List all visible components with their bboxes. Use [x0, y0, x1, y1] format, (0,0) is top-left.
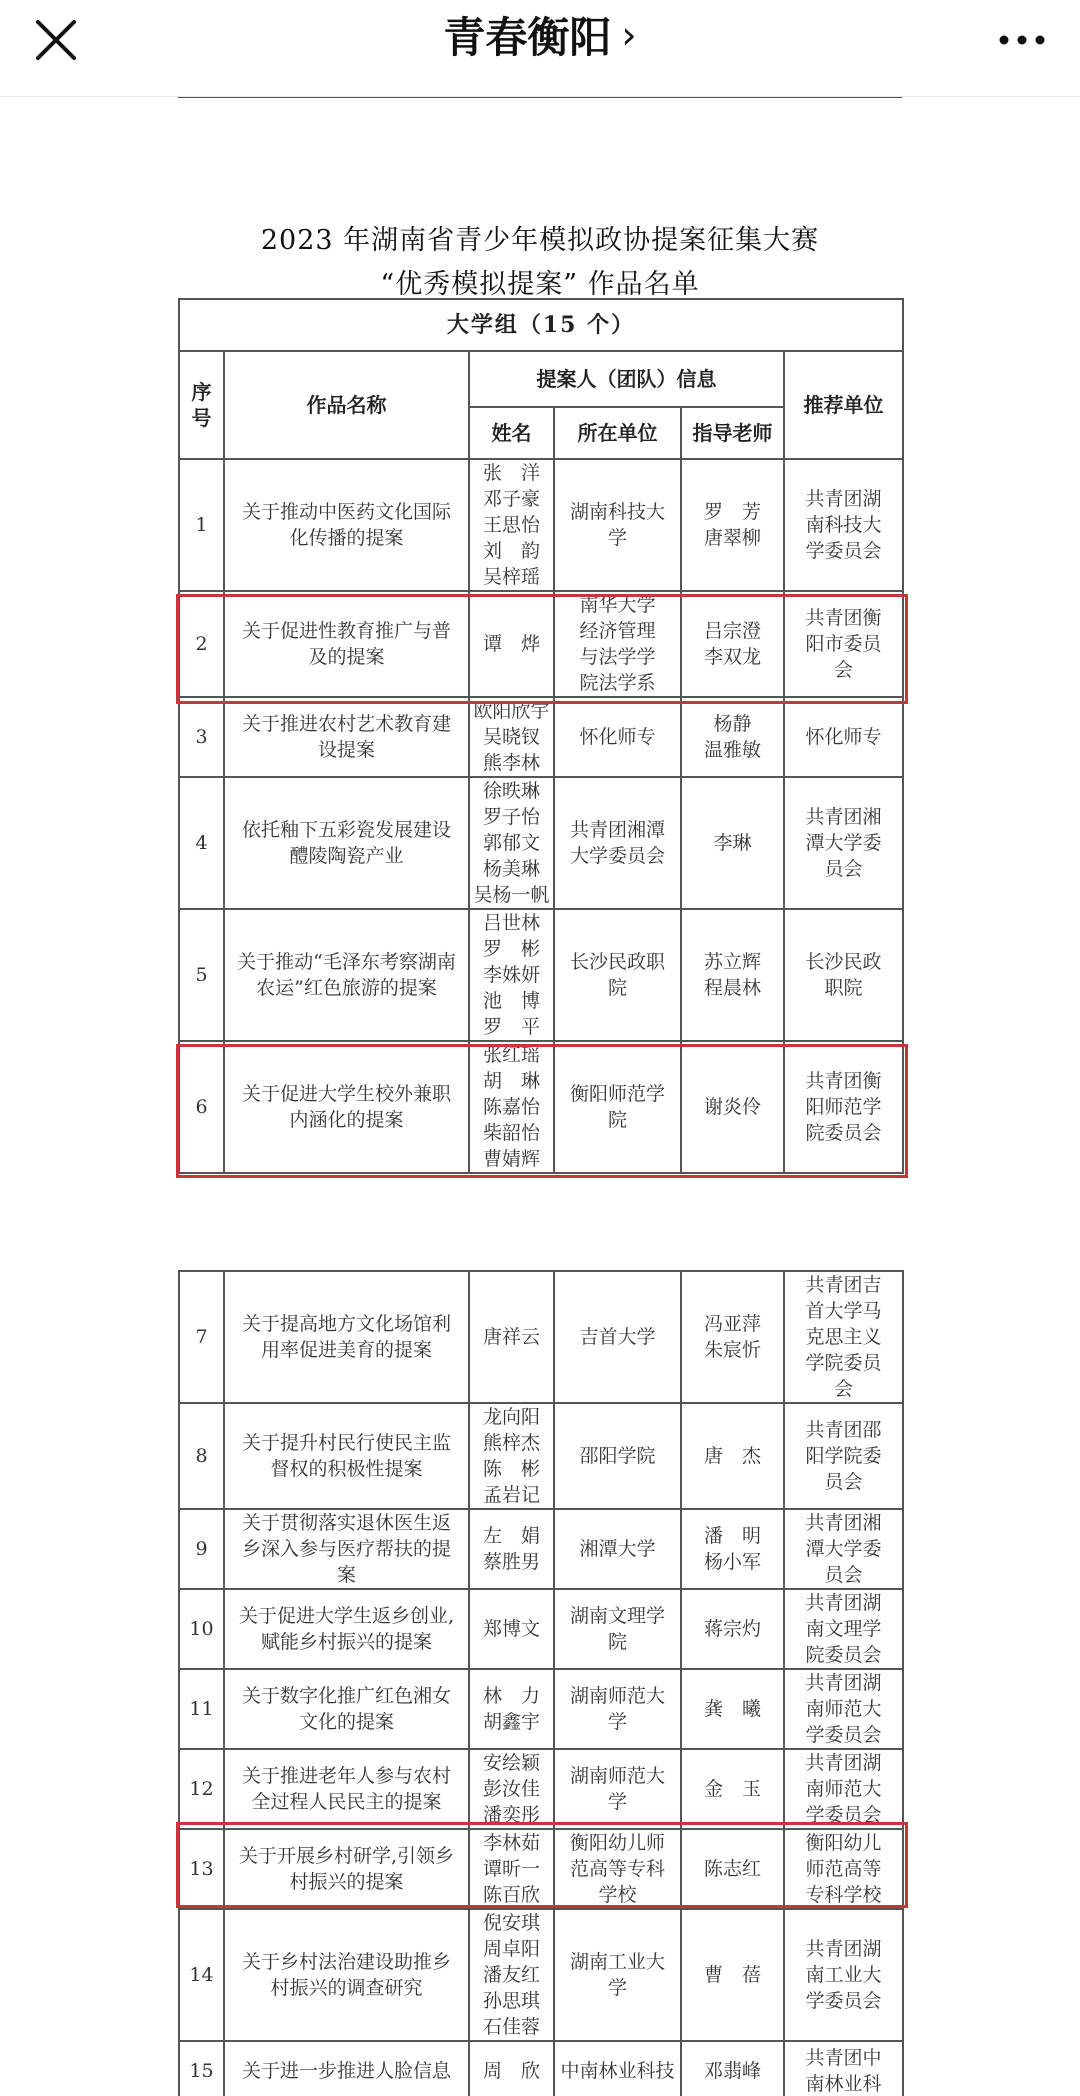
- header-team-info: 提案人（团队）信息: [469, 351, 784, 407]
- header-work-name: 作品名称: [224, 351, 469, 459]
- cell-unit: 吉首大学: [554, 1271, 681, 1403]
- cell-work-name: 关于数字化推广红色湘女 文化的提案: [224, 1669, 469, 1749]
- cell-advisor: 蒋宗灼: [681, 1589, 784, 1669]
- table-row: [179, 1271, 903, 1403]
- nav-title[interactable]: [0, 0, 1080, 70]
- cell-advisor: 邓翡峰: [681, 2041, 784, 2096]
- cell-work-name: 关于推进老年人参与农村 全过程人民民主的提案: [224, 1749, 469, 1829]
- cell-unit: 湘潭大学: [554, 1509, 681, 1589]
- cell-members: 安绘颖 彭汝佳 潘奕彤: [469, 1749, 554, 1829]
- cell-advisor: 吕宗澄 李双龙: [681, 591, 784, 697]
- cell-members: 徐昳琳 罗子怡 郭郁文 杨美琳 吴杨一帆: [469, 777, 554, 909]
- cell-work-name: 依托釉下五彩瓷发展建设 醴陵陶瓷产业: [224, 777, 469, 909]
- cell-unit: 衡阳师范学 院: [554, 1041, 681, 1173]
- cell-members: 林 力 胡鑫宇: [469, 1669, 554, 1749]
- cell-serial: 5: [179, 909, 224, 1041]
- cell-serial: 10: [179, 1589, 224, 1669]
- cell-recommender: 怀化师专: [784, 697, 903, 777]
- cell-advisor: 罗 芳 唐翠柳: [681, 459, 784, 591]
- cell-recommender: 共青团衡 阳市委员 会: [784, 591, 903, 697]
- cell-members: 欧阳欣宇 吴晓钗 熊李林: [469, 697, 554, 777]
- chevron-right-icon: ›: [621, 13, 637, 57]
- cell-advisor: 潘 明 杨小军: [681, 1509, 784, 1589]
- cell-members: 左 娟 蔡胜男: [469, 1509, 554, 1589]
- cell-members: 周 欣: [469, 2041, 554, 2096]
- table-row: [179, 591, 903, 697]
- cell-unit: 共青团湘潭 大学委员会: [554, 777, 681, 909]
- cell-work-name: 关于提升村民行使民主监 督权的积极性提案: [224, 1403, 469, 1509]
- cell-recommender: 共青团吉 首大学马 克思主义 学院委员 会: [784, 1271, 903, 1403]
- cell-members: 倪安琪 周卓阳 潘友红 孙思琪 石佳蓉: [469, 1909, 554, 2041]
- cell-work-name: 关于推进农村艺术教育建 设提案: [224, 697, 469, 777]
- header-recommender: 推荐单位: [784, 351, 903, 459]
- cell-unit: 湖南师范大 学: [554, 1749, 681, 1829]
- cell-members: 吕世林 罗 彬 李姝妍 池 博 罗 平: [469, 909, 554, 1041]
- cell-unit: 邵阳学院: [554, 1403, 681, 1509]
- account-name[interactable]: 青春衡阳: [443, 13, 612, 62]
- cell-work-name: 关于促进大学生返乡创业, 赋能乡村振兴的提案: [224, 1589, 469, 1669]
- navbar: [0, 0, 1080, 97]
- cell-advisor: 谢炎伶: [681, 1041, 784, 1173]
- cell-members: 郑博文: [469, 1589, 554, 1669]
- cell-work-name: 关于进一步推进人脸信息: [224, 2041, 469, 2096]
- more-icon[interactable]: [992, 14, 1052, 66]
- nominee-table-part1: [178, 298, 904, 1174]
- cell-serial: 9: [179, 1509, 224, 1589]
- cell-advisor: 唐 杰: [681, 1403, 784, 1509]
- cell-serial: 2: [179, 591, 224, 697]
- cell-unit: 怀化师专: [554, 697, 681, 777]
- table-row: [179, 1403, 903, 1509]
- cell-unit: 长沙民政职 院: [554, 909, 681, 1041]
- cell-work-name: 关于贯彻落实退休医生返 乡深入参与医疗帮扶的提 案: [224, 1509, 469, 1589]
- nominee-table-part2: [178, 1270, 904, 2096]
- cell-advisor: 李琳: [681, 777, 784, 909]
- cell-recommender: 长沙民政 职院: [784, 909, 903, 1041]
- cell-work-name: 关于提高地方文化场馆利 用率促进美育的提案: [224, 1271, 469, 1403]
- table-row: [179, 1041, 903, 1173]
- cell-serial: 8: [179, 1403, 224, 1509]
- table-row: [179, 1669, 903, 1749]
- cell-recommender: 共青团湖 南工业大 学委员会: [784, 1909, 903, 2041]
- cell-unit: 湖南师范大 学: [554, 1669, 681, 1749]
- table-row: [179, 697, 903, 777]
- cell-serial: 13: [179, 1829, 224, 1909]
- cell-recommender: 共青团湖 南科技大 学委员会: [784, 459, 903, 591]
- cell-unit: 湖南工业大 学: [554, 1909, 681, 2041]
- cell-advisor: 苏立辉 程晨林: [681, 909, 784, 1041]
- document-title-line1: 2023 年湖南省青少年模拟政协提案征集大赛: [260, 225, 820, 256]
- cell-serial: 15: [179, 2041, 224, 2096]
- table-row: [179, 909, 903, 1041]
- cell-members: 张红瑶 胡 琳 陈嘉怡 柴韶怡 曹婧辉: [469, 1041, 554, 1173]
- cell-unit: 衡阳幼儿师 范高等专科 学校: [554, 1829, 681, 1909]
- cell-advisor: 龚 曦: [681, 1669, 784, 1749]
- cell-work-name: 关于推动中医药文化国际 化传播的提案: [224, 459, 469, 591]
- table-row: [179, 1749, 903, 1829]
- cell-recommender: 共青团湘 潭大学委 员会: [784, 1509, 903, 1589]
- cell-recommender: 衡阳幼儿 师范高等 专科学校: [784, 1829, 903, 1909]
- cell-work-name: 关于促进大学生校外兼职 内涵化的提案: [224, 1041, 469, 1173]
- cell-serial: 12: [179, 1749, 224, 1829]
- table-row: [179, 459, 903, 591]
- cell-serial: 14: [179, 1909, 224, 2041]
- article-content[interactable]: [0, 96, 1080, 2096]
- table-row: [179, 1589, 903, 1669]
- cell-work-name: 关于开展乡村研学,引领乡 村振兴的提案: [224, 1829, 469, 1909]
- cell-advisor: 杨静 温雅敏: [681, 697, 784, 777]
- cell-recommender: 共青团衡 阳师范学 院委员会: [784, 1041, 903, 1173]
- cell-advisor: 曹 蓓: [681, 1909, 784, 2041]
- cell-recommender: 共青团湖 南师范大 学委员会: [784, 1669, 903, 1749]
- header-members: 姓名: [469, 407, 554, 459]
- cell-unit: 中南林业科技: [554, 2041, 681, 2096]
- cell-recommender: 共青团湘 潭大学委 员会: [784, 777, 903, 909]
- cell-serial: 1: [179, 459, 224, 591]
- table-row: [179, 1909, 903, 2041]
- table-row: [179, 1509, 903, 1589]
- cell-members: 张 洋 邓子豪 王思怡 刘 韵 吴梓瑶: [469, 459, 554, 591]
- cell-recommender: 共青团湖 南师范大 学委员会: [784, 1749, 903, 1829]
- cell-recommender: 共青团湖 南文理学 院委员会: [784, 1589, 903, 1669]
- cell-recommender: 共青团中 南林业科: [784, 2041, 903, 2096]
- cell-members: 李林茹 谭昕一 陈百欣: [469, 1829, 554, 1909]
- cell-unit: 湖南科技大 学: [554, 459, 681, 591]
- cell-recommender: 共青团邵 阳学院委 员会: [784, 1403, 903, 1509]
- cell-serial: 7: [179, 1271, 224, 1403]
- group-heading: 大学组（15 个）: [179, 299, 903, 351]
- cell-members: 谭 烨: [469, 591, 554, 697]
- table-row: [179, 777, 903, 909]
- cell-serial: 3: [179, 697, 224, 777]
- cell-work-name: 关于乡村法治建设助推乡 村振兴的调查研究: [224, 1909, 469, 2041]
- cell-advisor: 金 玉: [681, 1749, 784, 1829]
- cell-work-name: 关于促进性教育推广与普 及的提案: [224, 591, 469, 697]
- table-row: [179, 1829, 903, 1909]
- cell-serial: 11: [179, 1669, 224, 1749]
- cell-unit: 湖南文理学 院: [554, 1589, 681, 1669]
- cell-unit: 南华大学 经济管理 与法学学 院法学系: [554, 591, 681, 697]
- header-advisor: 指导老师: [681, 407, 784, 459]
- cell-serial: 4: [179, 777, 224, 909]
- document-title-line2: “优秀模拟提案” 作品名单: [380, 269, 700, 300]
- header-serial: 序 号: [179, 351, 224, 459]
- cell-advisor: 陈志红: [681, 1829, 784, 1909]
- cell-members: 龙向阳 熊梓杰 陈 彬 孟岩记: [469, 1403, 554, 1509]
- header-unit: 所在单位: [554, 407, 681, 459]
- table-row: [179, 2041, 903, 2096]
- cell-serial: 6: [179, 1041, 224, 1173]
- cell-members: 唐祥云: [469, 1271, 554, 1403]
- cell-advisor: 冯亚萍 朱宸忻: [681, 1271, 784, 1403]
- cell-work-name: 关于推动“毛泽东考察湖南 农运”红色旅游的提案: [224, 909, 469, 1041]
